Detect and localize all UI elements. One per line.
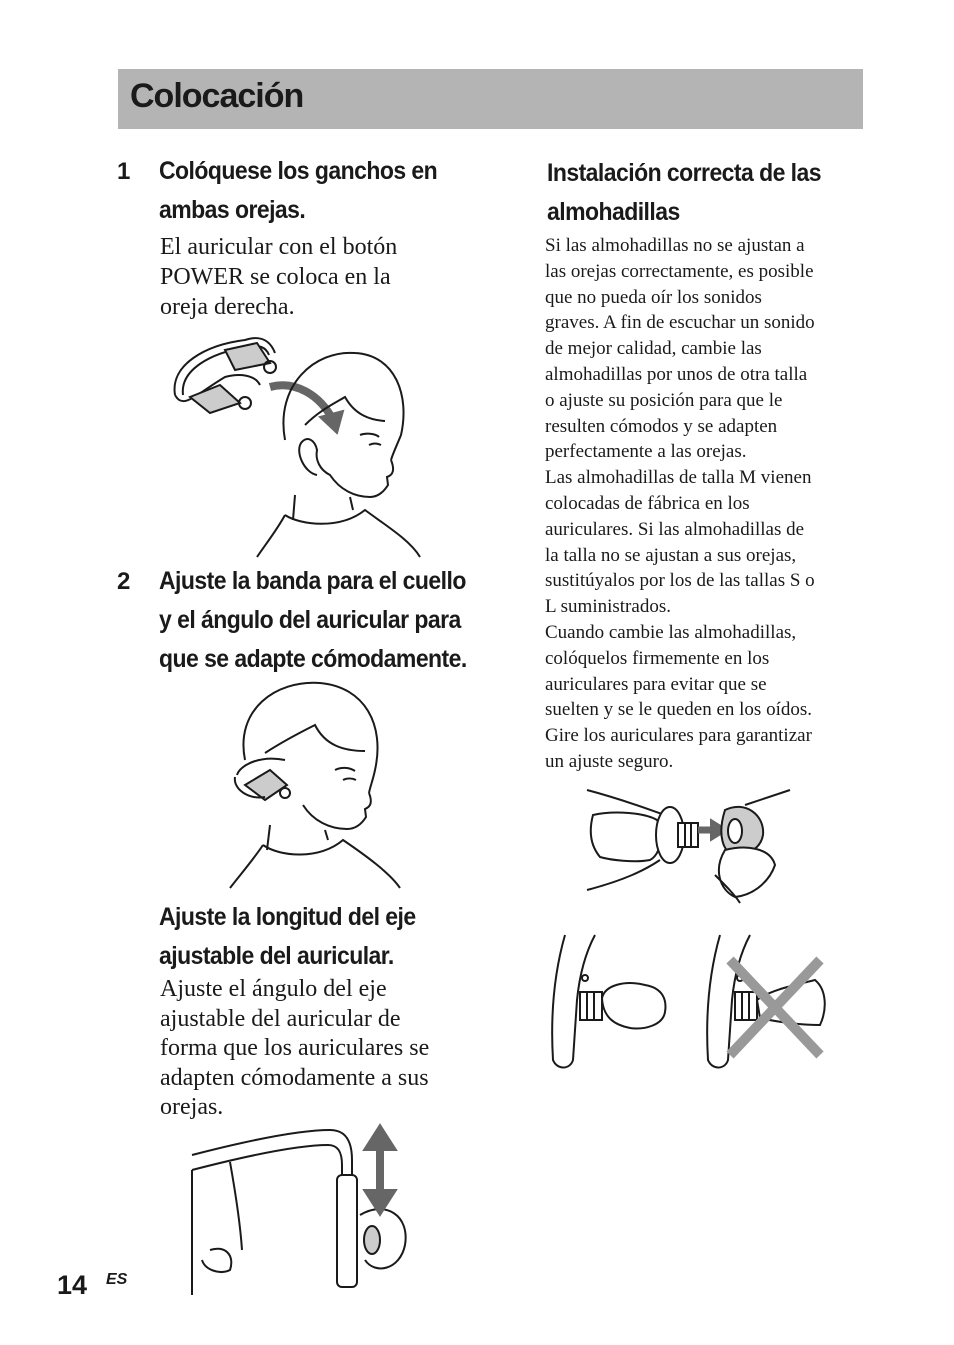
heading-line: y el ángulo del auricular para (159, 606, 461, 634)
body-line: ajustable del auricular de (160, 1005, 401, 1032)
body-line: colóquelos firmemente en los (545, 647, 770, 669)
body-line: suelten y se le queden en los oídos. (545, 699, 813, 721)
step-2-number: 2 (117, 568, 131, 595)
body-line: auriculares. Si las almohadillas de (545, 518, 805, 540)
earbud-installation-body (545, 233, 815, 775)
step-1-number: 1 (117, 158, 131, 185)
page-title: Colocación (130, 77, 304, 115)
adjust-shaft-heading (159, 898, 416, 976)
body-line: L suministrados. (545, 596, 671, 618)
earbud-installation-heading (547, 154, 821, 232)
heading-line: ajustable del auricular. (159, 942, 394, 970)
body-line: o ajuste su posición para que le (545, 389, 783, 411)
body-line: POWER se coloca en la (160, 264, 391, 290)
body-line: de mejor calidad, cambie las (545, 338, 762, 360)
heading-line: que se adapte cómodamente. (159, 645, 467, 673)
attach-earbud-illustration (585, 785, 795, 905)
body-line: que no pueda oír los sonidos (545, 286, 762, 308)
adjust-shaft-body (160, 975, 429, 1123)
body-line: la talla no se ajustan a sus orejas, (545, 544, 797, 566)
body-line: almohadillas por unos de otra talla (545, 363, 808, 385)
body-line: Gire los auriculares para garantizar (545, 725, 812, 747)
body-line: El auricular con el botón (160, 234, 398, 260)
body-line: las orejas correctamente, es posible (545, 260, 814, 282)
step-2-heading (159, 562, 467, 679)
wearing-headset-illustration (225, 675, 410, 890)
put-on-headset-illustration (165, 325, 430, 560)
heading-line: Ajuste la longitud del eje (159, 903, 416, 931)
body-line: resulten cómodos y se adapten (545, 415, 778, 437)
body-line: orejas. (160, 1094, 224, 1120)
heading-line: ambas orejas. (159, 196, 306, 224)
body-line: Las almohadillas de talla M vienen (545, 467, 812, 489)
body-line: adapten cómodamente a sus (160, 1064, 429, 1091)
body-line: Ajuste el ángulo del eje (160, 976, 387, 1002)
adjustable-shaft-illustration (190, 1120, 420, 1300)
body-line: sustitúyalos por los de las tallas S o (545, 570, 815, 592)
language-code: ES (106, 1271, 128, 1288)
body-line: Si las almohadillas no se ajustan a (545, 235, 805, 256)
body-line: graves. A fin de escuchar un sonido (545, 312, 815, 334)
body-line: auriculares para evitar que se (545, 673, 767, 695)
step-1-body (160, 232, 397, 322)
heading-line: Colóquese los ganchos en (159, 157, 438, 185)
body-line: oreja derecha. (160, 294, 295, 320)
body-line: perfectamente a las orejas. (545, 441, 747, 463)
heading-line: Instalación correcta de las (547, 159, 822, 187)
heading-line: Ajuste la banda para el cuello (159, 567, 466, 595)
body-line: colocadas de fábrica en los (545, 492, 750, 514)
body-line: un ajuste seguro. (545, 750, 674, 772)
step-1-heading (159, 152, 437, 230)
earbud-orientation-illustration (545, 930, 835, 1075)
body-line: forma que los auriculares se (160, 1035, 430, 1061)
heading-line: almohadillas (547, 198, 680, 226)
page-number: 14 (57, 1270, 88, 1300)
body-line: Cuando cambie las almohadillas, (545, 621, 797, 643)
title-bar (118, 69, 863, 129)
